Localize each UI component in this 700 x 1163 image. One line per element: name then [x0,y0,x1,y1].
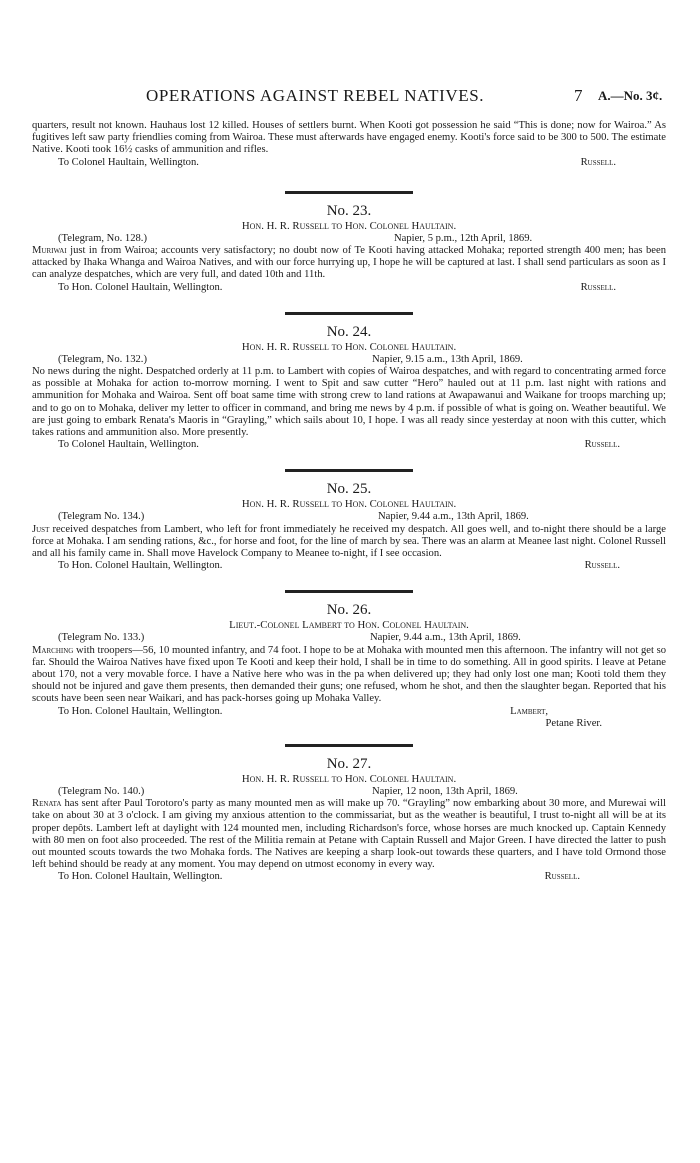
document-number: No. 23. [326,202,372,219]
document-text [32,798,666,871]
closing-line [32,560,666,572]
telegram-line [32,354,666,366]
intro-signature: Russell. [580,156,616,168]
document-27 [32,755,666,884]
document-headline: Hon. H. R. Russell to Hon. Colonel Haultain. [241,498,457,511]
intro-addressee: To Colonel Haultain, Wellington. [58,156,199,168]
document-text [32,245,666,282]
signature-location-line [32,718,666,730]
place-date: Napier, 9.44 a.m., 13th April, 1869. [370,632,521,644]
signature: Russell. [580,281,616,293]
addressee: To Hon. Colonel Haultain, Wellington. [58,705,223,717]
signature: Lambert, [510,705,548,717]
document-text [32,645,666,706]
document-headline: Hon. H. R. Russell to Hon. Colonel Haultain. [241,772,457,785]
document-number: No. 24. [326,323,372,340]
telegram-number: (Telegram, No. 128.) [58,232,147,244]
document-text [32,366,666,439]
document-text [32,524,666,561]
body-text: has sent after Paul Torotoro's party as many mounted men as will make up 70. “Grayling” now embarking about 30 more, and Murewai will take on about 30 at 3 o'clock. I am giving my anxious attention to the commissariat, but as the weather is beautiful, I trust to-night all will be at its proper depôts. Lambert left at daylight with 124 mounted men, including Richardson's force, whose horses are much knocked up. Captain Kennedy with 80 men on foot also proceeded. The rest of the Militia remain at Petane with Captain Russell and Major Green. I have directed the latter to push out mounted scouts towards the two Mohaka fords. The Natives are keeping a sharp look-out towards these quarters, and I have told Ormond those left behind should be ready at any moment. You may depend on utmost economy in every way. [32,798,666,871]
body-text: received despatches from Lambert, who left for front immediately he received my despatch. All goes well, and to-night there should be a large force at Mohaka. I am sending rations, &c., for horse and foot, for the line of march by sea. There was an alarm at Meanee last night. Colonel Russell and all his family came in. Shall move Havelock Company to Meanee to-night, if I see occasion. [32,523,666,559]
telegram-line [32,632,666,644]
closing-line [32,706,666,718]
place-date: Napier, 5 p.m., 12th April, 1869. [394,232,533,244]
document-number: No. 25. [326,481,372,498]
signature: Russell. [584,439,620,451]
body-text: with troopers—56, 10 mounted infantry, and 74 foot. I hope to be at Mohaka with mounted men this afternoon. The infantry will not get so far. Should the Wairoa Natives have fixed upon Te Kooti and keep their hold, I shall be in time to do something. All in good spirits. I leave at Petane about 170, not a very movable force. I have a Native here who was in the pa when delivered up; they had only lost one man; Kooti told them they should not be injured and gave them presents, then demanded their guns; one refused, whom he shot, and then the slaughter began. Reported that his scouts have been seen near Waikari, and has pack-horses going up Mohaka Valley. [32,644,666,705]
telegram-number: (Telegram No. 133.) [58,632,145,644]
document-number: No. 27. [326,755,372,772]
intro-section [32,120,666,169]
addressee: To Colonel Haultain, Wellington. [58,439,199,451]
intro-closing [32,157,666,169]
signature: Russell. [584,560,620,572]
document-reference: A.—No. 3¢. [598,88,663,103]
place-date: Napier, 9.44 a.m., 13th April, 1869. [378,511,529,523]
telegram-line [32,511,666,523]
lead-word: Renata [32,798,62,810]
addressee: To Hon. Colonel Haultain, Wellington. [58,871,223,883]
telegram-number: (Telegram No. 134.) [58,511,145,523]
body-text: just in from Wairoa; accounts very satisfactory; no doubt now of Te Kooti having attacked Mohaka; reported strength 400 men; has been attacked by Ihaka Whanga and Wairoa Natives, and with our force hurrying up, I hope he will be captured at last. I shall send particulars as soon as I can analyze despatches, which are very full, and dated 10th and 11th. [32,244,666,281]
document-headline: Hon. H. R. Russell to Hon. Colonel Haultain. [241,340,457,353]
place-date: Napier, 12 noon, 13th April, 1869. [372,785,518,797]
document-25 [32,480,666,572]
closing-line [32,282,666,294]
closing-line [32,871,666,883]
lead-word: Just [32,523,50,535]
telegram-number: (Telegram, No. 132.) [58,353,147,365]
intro-paragraph: quarters, result not known. Hauhaus lost 12 killed. Houses of settlers burnt. When Kooti got possession he said “This is done; now for Wairoa.” As fugitives left saw party friendlies coming from Wairoa. These must afterwards have engaged enemy. Kooti's force said to be 300 to 500. The estimate Native. Kooti took 16½ casks of ammunition and rifles. [32,120,666,156]
document-24 [32,323,666,452]
addressee: To Hon. Colonel Haultain, Wellington. [58,281,223,293]
document-body [32,120,666,884]
document-headline: Lieut.-Colonel Lambert to Hon. Colonel Haultain. [229,619,469,632]
document-headline: Hon. H. R. Russell to Hon. Colonel Haultain. [241,219,457,232]
signature: Russell. [544,871,580,883]
document-26 [32,601,666,730]
document-23 [32,202,666,294]
lead-word: Muriwai [32,244,67,256]
place-date: Napier, 9.15 a.m., 13th April, 1869. [372,353,523,365]
telegram-line [32,786,666,798]
signature-location: Petane River. [545,717,602,729]
page-number: 7 [574,86,583,105]
running-title: OPERATIONS AGAINST REBEL NATIVES. [146,86,485,105]
body-text: No news during the night. Despatched orderly at 11 p.m. to Lambert with copies of Wairoa despatches, and with regard to concentrating armed force as possible at Mohaka for action to-morrow morning. I went to Spit and saw cutter “Hero” hauled out at 11 p.m. last night with rations and ammunition for Mohaka and Wairoa. Sent off boat same time with strong crew to land rations at Awapawanui and Waikane for troops marching up; and to go on to Mohaka, deliver my letter to officer in command, and bring me news by 4 p.m. if possible of what is going on. Weather beautiful. We are just going to embark Renata's Maoris in “Grayling,” which sails about 10, I hope. I was all ready since yesterday at noon with this cutter, which takes rations and ammunition also. More presently. [32,365,666,438]
closing-line [32,439,666,451]
addressee: To Hon. Colonel Haultain, Wellington. [58,560,223,572]
telegram-number: (Telegram No. 140.) [58,785,145,797]
telegram-line [32,233,666,245]
lead-word: Marching [32,644,74,656]
document-number: No. 26. [326,602,372,619]
